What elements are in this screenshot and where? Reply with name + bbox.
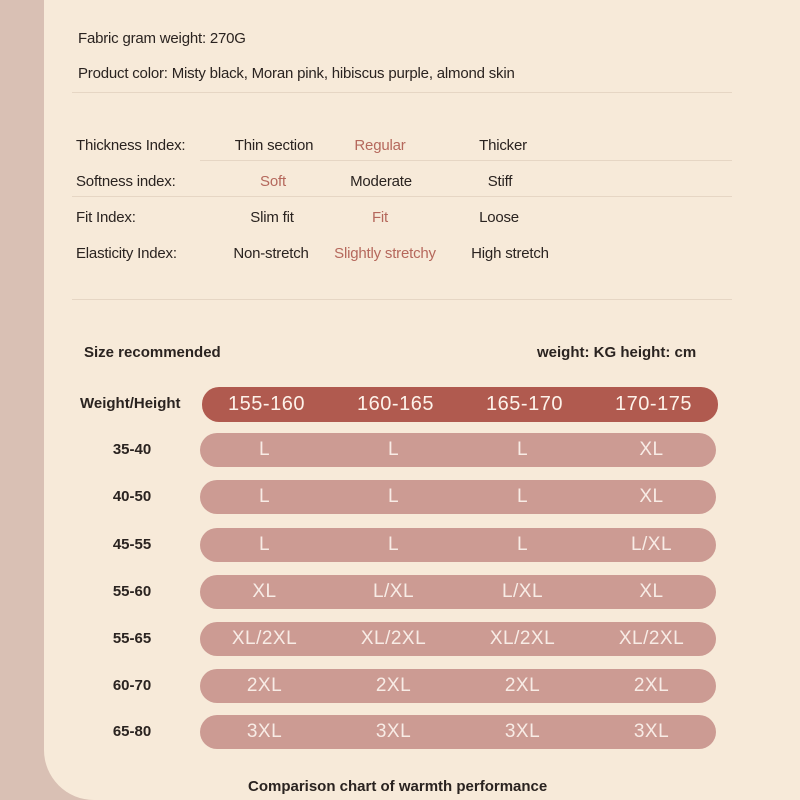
height-header: 170-175 (615, 393, 692, 415)
height-header-pill (202, 387, 718, 422)
size-cell: 3XL (504, 721, 541, 742)
divider (72, 92, 732, 93)
fit-option: Loose (479, 209, 519, 226)
height-header: 155-160 (228, 393, 305, 415)
size-row-pill (200, 433, 716, 467)
thickness-label: Thickness Index: (76, 137, 186, 154)
size-cell: L (516, 534, 529, 555)
weight-label: 60-70 (112, 677, 152, 694)
size-cell: XL/2XL (618, 628, 685, 649)
size-row-pill (200, 622, 716, 656)
softness-option: Stiff (487, 173, 513, 190)
divider (72, 299, 732, 300)
size-row-pill (200, 575, 716, 609)
fit-label: Fit Index: (76, 209, 136, 226)
elasticity-option: Slightly stretchy (334, 245, 436, 262)
size-cell: L/XL (630, 534, 673, 555)
size-cell: XL (639, 439, 664, 460)
weight-label: 45-55 (112, 536, 152, 553)
softness-label: Softness index: (76, 173, 176, 190)
softness-option: Soft (260, 173, 286, 190)
product-color: Product color: Misty black, Moran pink, hibiscus purple, almond skin (78, 65, 515, 82)
size-cell: XL (639, 486, 664, 507)
footer-title: Comparison chart of warmth performance (248, 778, 548, 795)
size-cell: 2XL (375, 675, 412, 696)
size-cell: L/XL (372, 581, 415, 602)
size-chart-title: Size recommended (84, 344, 221, 361)
elasticity-option: High stretch (471, 245, 549, 262)
thickness-option: Thicker (479, 137, 527, 154)
size-cell: L (387, 486, 400, 507)
divider (72, 196, 732, 197)
size-row-pill (200, 669, 716, 703)
elasticity-label: Elasticity Index: (76, 245, 177, 262)
height-header: 165-170 (486, 393, 563, 415)
size-cell: 3XL (375, 721, 412, 742)
size-cell: 3XL (633, 721, 670, 742)
size-cell: XL/2XL (360, 628, 427, 649)
size-row-pill (200, 715, 716, 749)
weight-label: 65-80 (112, 723, 152, 740)
weight-label: 40-50 (112, 488, 152, 505)
size-cell: 3XL (246, 721, 283, 742)
size-cell: L/XL (501, 581, 544, 602)
size-cell: L (258, 439, 271, 460)
size-cell: XL/2XL (231, 628, 298, 649)
fit-option: Slim fit (250, 209, 294, 226)
size-cell: L (516, 486, 529, 507)
size-cell: L (516, 439, 529, 460)
thickness-option: Thin section (234, 137, 314, 154)
fabric-weight: Fabric gram weight: 270G (78, 30, 246, 47)
size-cell: L (387, 534, 400, 555)
size-chart-units: weight: KG height: cm (537, 344, 697, 361)
thickness-option: Regular (354, 137, 406, 154)
size-cell: L (387, 439, 400, 460)
size-cell: XL (639, 581, 664, 602)
elasticity-option: Non-stretch (233, 245, 309, 262)
height-header: 160-165 (357, 393, 434, 415)
softness-option: Moderate (350, 173, 412, 190)
weight-height-label: Weight/Height (80, 395, 181, 412)
weight-label: 35-40 (112, 441, 152, 458)
size-cell: XL/2XL (489, 628, 556, 649)
size-cell: 2XL (246, 675, 283, 696)
size-cell: 2XL (504, 675, 541, 696)
size-row-pill (200, 480, 716, 514)
fit-option: Fit (371, 209, 389, 226)
size-cell: L (258, 486, 271, 507)
size-cell: XL (252, 581, 277, 602)
size-cell: L (258, 534, 271, 555)
weight-label: 55-60 (112, 583, 152, 600)
size-row-pill (200, 528, 716, 562)
size-cell: 2XL (633, 675, 670, 696)
divider (200, 160, 732, 161)
weight-label: 55-65 (112, 630, 152, 647)
